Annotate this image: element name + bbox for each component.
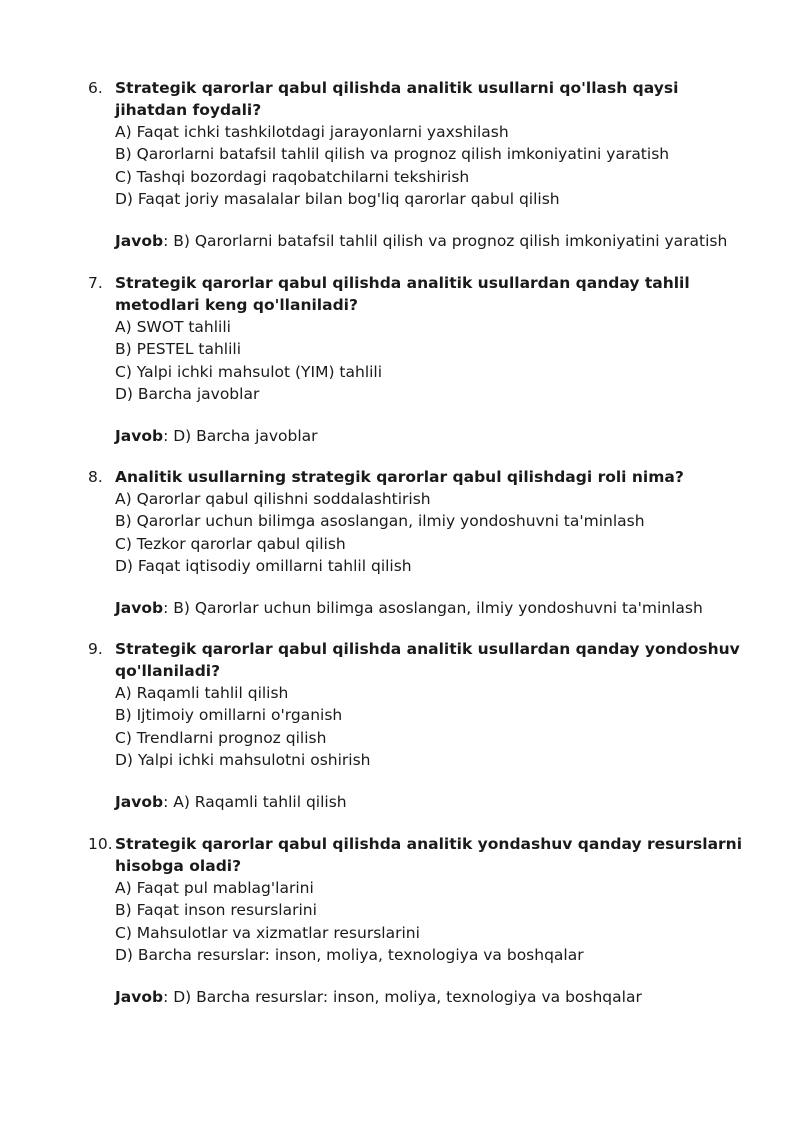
option-c: C) Trendlarni prognoz qilish <box>115 728 327 747</box>
question-header <box>88 272 748 316</box>
question-text: Analitik usullarning strategik qarorlar qabul qilishdagi roli nima? <box>115 468 684 486</box>
option-a: A) SWOT tahlili <box>115 318 231 336</box>
answer-label: Javob <box>115 232 164 251</box>
question-header <box>88 466 748 488</box>
option-b: B) Qarorlarni batafsil tahlil qilish va prognoz qilish imkoniyatini yaratish <box>115 145 670 164</box>
answer <box>115 425 748 447</box>
answer <box>115 791 748 813</box>
options-list <box>115 877 748 966</box>
option-a: A) Faqat pul mablag'larini <box>115 879 314 897</box>
answer-text: : D) Barcha resurslar: inson, moliya, texnologiya va boshqalar <box>163 988 642 1007</box>
question-number: 7. <box>88 274 103 292</box>
option-c: C) Mahsulotlar va xizmatlar resurslarini <box>115 923 420 942</box>
options-list <box>115 488 748 577</box>
answer <box>115 597 748 619</box>
option-d: D) Faqat joriy masalalar bilan bog'liq qarorlar qabul qilish <box>115 189 560 208</box>
answer-text: : B) Qarorlarni batafsil tahlil qilish va prognoz qilish imkoniyatini yaratish <box>163 232 728 251</box>
answer-text: : B) Qarorlar uchun bilimga asoslangan, ilmiy yondoshuvni ta'minlash <box>163 599 703 618</box>
option-c: C) Tashqi bozordagi raqobatchilarni tekshirish <box>115 167 470 186</box>
option-b: B) Faqat inson resurslarini <box>115 901 317 920</box>
question-header <box>88 833 748 877</box>
question-6 <box>88 77 748 252</box>
answer-label: Javob <box>115 599 164 618</box>
question-number: 10. <box>88 835 113 853</box>
option-a: A) Faqat ichki tashkilotdagi jarayonlarni yaxshilash <box>115 123 509 141</box>
question-text: Strategik qarorlar qabul qilishda analitik usullardan qanday tahlil metodlari keng qo'llaniladi? <box>115 274 690 314</box>
answer-label: Javob <box>115 988 164 1007</box>
question-text: Strategik qarorlar qabul qilishda analitik yondashuv qanday resurslarni hisobga oladi? <box>115 835 743 875</box>
option-c: C) Tezkor qarorlar qabul qilish <box>115 534 346 553</box>
question-header <box>88 638 748 682</box>
option-b: B) PESTEL tahlili <box>115 340 242 359</box>
options-list <box>115 682 748 771</box>
option-d: D) Faqat iqtisodiy omillarni tahlil qilish <box>115 556 412 575</box>
question-7 <box>88 272 748 447</box>
answer-text: : D) Barcha javoblar <box>163 427 318 446</box>
question-8 <box>88 466 748 619</box>
answer-label: Javob <box>115 793 164 812</box>
option-d: D) Yalpi ichki mahsulotni oshirish <box>115 750 371 769</box>
answer <box>115 986 748 1008</box>
question-text: Strategik qarorlar qabul qilishda analitik usullardan qanday yondoshuv qo'llaniladi? <box>115 640 740 680</box>
option-a: A) Qarorlar qabul qilishni soddalashtirish <box>115 490 431 508</box>
answer <box>115 230 748 252</box>
question-10 <box>88 833 748 1008</box>
question-header <box>88 77 748 121</box>
option-b: B) Qarorlar uchun bilimga asoslangan, ilmiy yondoshuvni ta'minlash <box>115 512 645 531</box>
question-number: 9. <box>88 640 103 658</box>
option-c: C) Yalpi ichki mahsulot (YIM) tahlili <box>115 362 383 381</box>
option-b: B) Ijtimoiy omillarni o'rganish <box>115 706 343 725</box>
question-number: 6. <box>88 79 103 97</box>
answer-text: : A) Raqamli tahlil qilish <box>163 793 347 812</box>
question-number: 8. <box>88 468 103 486</box>
question-text: Strategik qarorlar qabul qilishda analitik usullarni qo'llash qaysi jihatdan foydali? <box>115 79 679 119</box>
option-d: D) Barcha resurslar: inson, moliya, texnologiya va boshqalar <box>115 945 584 964</box>
answer-label: Javob <box>115 427 164 446</box>
option-d: D) Barcha javoblar <box>115 384 260 403</box>
question-9 <box>88 638 748 813</box>
options-list <box>115 316 748 405</box>
options-list <box>115 121 748 210</box>
option-a: A) Raqamli tahlil qilish <box>115 684 289 702</box>
